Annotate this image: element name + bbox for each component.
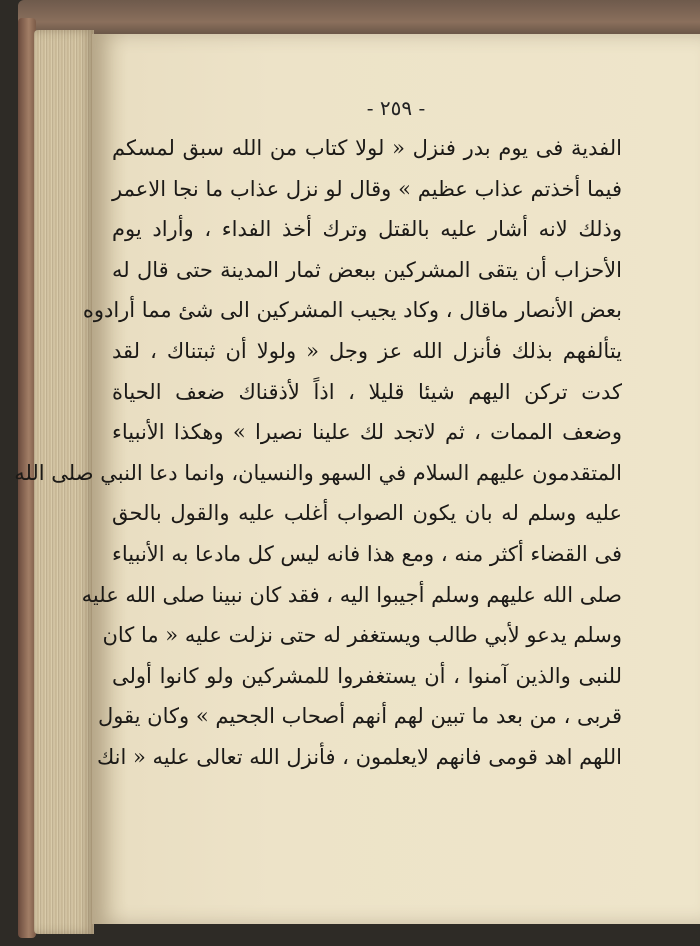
text-line: فيما أخذتم عذاب عظيم » وقال لو نزل عذاب ما نجا الاعمر xyxy=(112,176,622,201)
text-line: الأحزاب أن يتقى المشركين ببعض ثمار المدينة حتى قال له xyxy=(112,257,622,282)
text-line: وذلك لانه أشار عليه بالقتل وترك أخذ الفداء ، وأراد يوم xyxy=(112,217,622,242)
text-line: عليه وسلم له بان يكون الصواب أغلب عليه والقول بالحق xyxy=(112,501,622,526)
text-line: كدت تركن اليهم شيئا قليلا ، اذاً لأذقناك ضعف الحياة xyxy=(112,379,622,404)
text-line: صلى الله عليهم وسلم أجيبوا اليه ، فقد كان نبينا صلى الله عليه xyxy=(81,582,622,607)
text-block xyxy=(14,128,622,778)
page-number: - ٢٥٩ - xyxy=(366,96,426,120)
text-line: بعض الأنصار ماقال ، وكاد يجيب المشركين الى شئ مما أرادوه xyxy=(82,298,622,323)
text-line: المتقدمون عليهم السلام في السهو والنسيان، وانما دعا النبي صلى الله xyxy=(14,460,622,485)
text-line: يتألفهم بذلك فأنزل الله عز وجل « ولولا أن ثبتناك ، لقد xyxy=(112,338,622,363)
text-line: الفدية فى يوم بدر فنزل « لولا كتاب من الله سبق لمسكم xyxy=(112,136,622,160)
text-line: للنبى والذين آمنوا ، أن يستغفروا للمشركين ولو كانوا أولى xyxy=(112,663,622,688)
text-line: قربى ، من بعد ما تبين لهم أنهم أصحاب الجحيم » وكان يقول xyxy=(97,704,622,729)
text-line: وضعف الممات ، ثم لاتجد لك علينا نصيرا » وهكذا الأنبياء xyxy=(112,420,622,445)
text-line: فى القضاء أكثر منه ، ومع هذا فانه ليس كل مادعا به الأنبياء xyxy=(112,541,622,566)
text-line: وسلم يدعو لأبي طالب ويستغفر له حتى نزلت عليه « ما كان xyxy=(102,623,622,648)
text-line: اللهم اهد قومى فانهم لايعلمون ، فأنزل الله تعالى عليه « انك xyxy=(96,744,622,769)
